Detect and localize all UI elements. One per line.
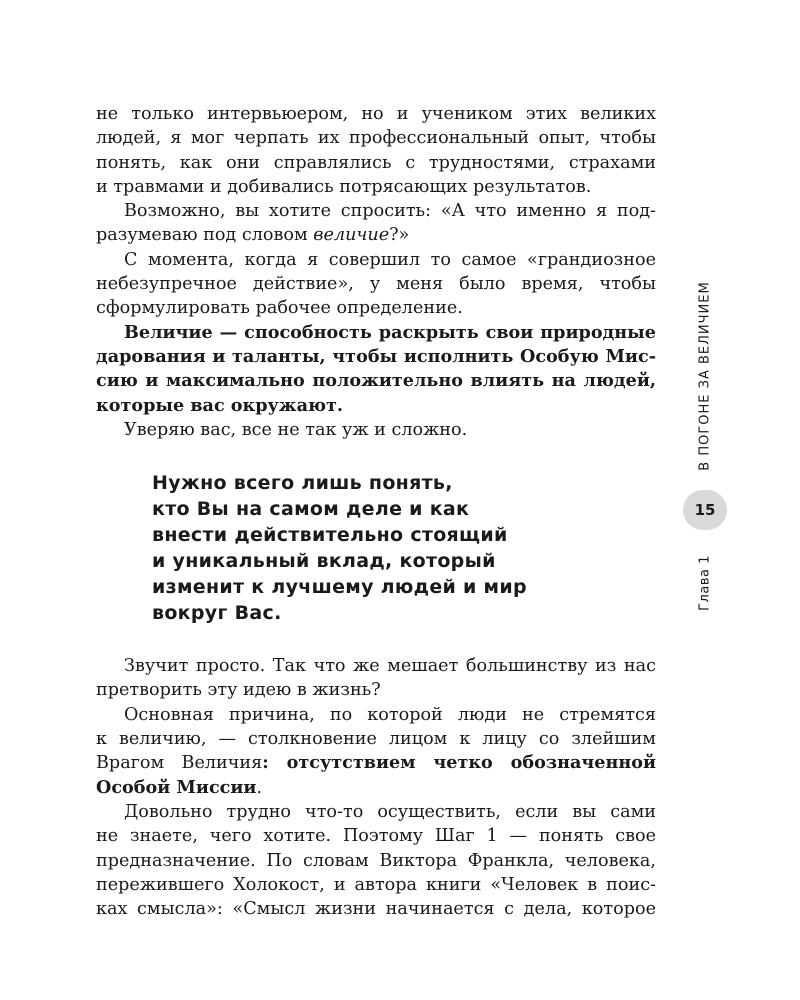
text-line: сформулировать рабочее определение. <box>96 298 463 319</box>
definition-paragraph <box>96 321 656 418</box>
quote-line: кто Вы на самом деле и как <box>152 498 470 521</box>
paragraph-5 <box>96 418 656 442</box>
quote-line: вокруг Вас. <box>152 602 282 625</box>
pull-quote <box>152 470 656 626</box>
quote-line: и уникальный вклад, который <box>152 550 496 573</box>
text-line: Звучит просто. Так что же мешает большинству из нас <box>124 656 656 677</box>
text-line: Довольно трудно что-то осуществить, если вы сами <box>124 801 656 822</box>
text-line <box>96 751 656 775</box>
text-line: небезупречное действие», у меня было время, чтобы <box>96 274 656 295</box>
text-line: Возможно, вы хотите спросить: «А что именно я под- <box>124 201 656 222</box>
text-line: и травмами и добивались потрясающих результатов. <box>96 176 592 197</box>
text-line: предназначение. По словам Виктора Франкла, человека, <box>96 850 656 871</box>
text-line: ках смысла»: «Смысл жизни начинается с дела, которое <box>96 899 656 920</box>
paragraph-7 <box>96 703 656 800</box>
text-line: не только интервьюером, но и учеником этих великих <box>96 104 656 124</box>
body-text <box>96 102 656 921</box>
text-run: . <box>256 777 263 798</box>
text-line: людей, я мог черпать их профессиональный опыт, чтобы <box>96 128 656 149</box>
text-line: Уверяю вас, все не так уж и сложно. <box>124 419 468 440</box>
paragraph-8 <box>96 800 656 921</box>
text-line: понять, как они справлялись с трудностями, страхами <box>96 152 656 173</box>
text-line <box>96 776 656 800</box>
text-run: Врагом Величия <box>96 753 263 774</box>
running-head <box>690 281 720 471</box>
text-line: не знаете, чего хотите. Поэтому Шаг 1 — понять свое <box>96 826 656 847</box>
paragraph-1 <box>96 102 656 199</box>
text-line: которые вас окружают. <box>96 394 344 416</box>
emphasis-word: величие <box>313 225 390 246</box>
running-head-text: В ПОГОНЕ ЗА ВЕЛИЧИЕМ <box>697 281 713 471</box>
text-line: пережившего Холокост, и автора книги «Человек в поис- <box>96 874 656 895</box>
paragraph-6 <box>96 654 656 703</box>
bold-run: Особой Миссии <box>96 776 257 798</box>
text-line: Величие — способность раскрыть свои природные <box>124 321 656 343</box>
text-line <box>96 223 656 247</box>
page-number-badge <box>683 490 727 530</box>
text-line: С момента, когда я совершил то самое «грандиозное <box>124 249 656 270</box>
chapter-marker <box>690 550 720 616</box>
text-line: сию и максимально положительно влиять на людей, <box>96 370 656 392</box>
quote-line: Нужно всего лишь понять, <box>152 472 453 495</box>
bold-run: : отсутствием четко обозначенной <box>262 752 656 774</box>
text-line: претворить эту идею в жизнь? <box>96 680 381 701</box>
text-line: Основная причина, по которой люди не стремятся <box>124 704 656 725</box>
paragraph-2 <box>96 199 656 248</box>
chapter-label: Глава 1 <box>697 555 713 611</box>
text-line: дарования и таланты, чтобы исполнить Особую Мис- <box>96 345 656 367</box>
text-run: ?» <box>389 225 410 246</box>
text-run: разумеваю под словом <box>96 225 314 246</box>
quote-line: внести действительно стоящий <box>152 524 508 547</box>
text-line: к величию, — столкновение лицом к лицу со злейшим <box>96 729 656 750</box>
page-number: 15 <box>694 501 716 519</box>
paragraph-3 <box>96 248 656 321</box>
quote-line: изменит к лучшему людей и мир <box>152 576 527 599</box>
